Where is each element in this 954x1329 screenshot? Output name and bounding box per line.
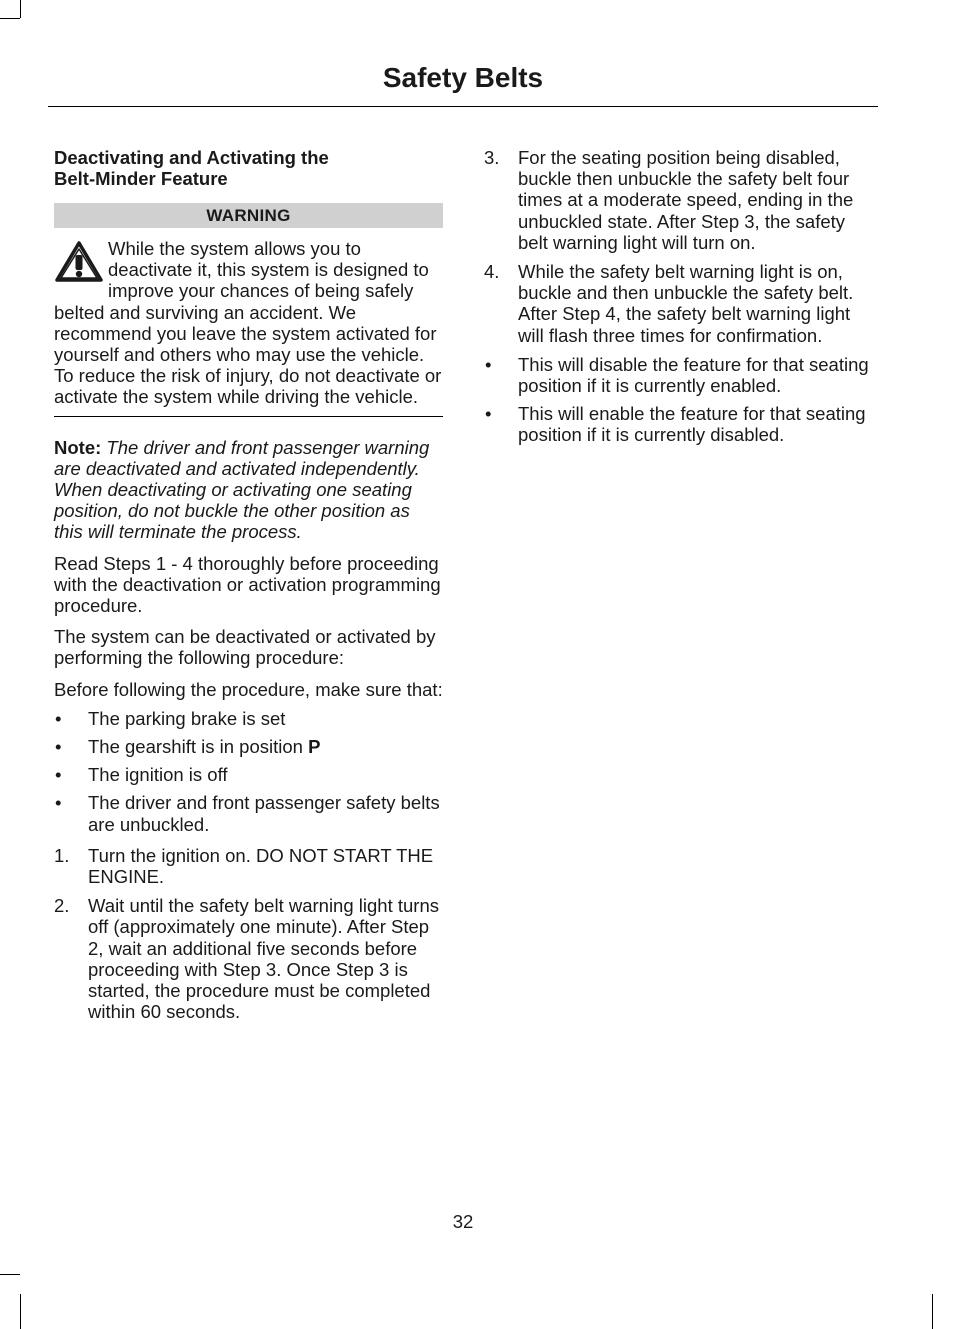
step-item: 2. Wait until the safety belt warning light turns off (approximately one minute). After Step 2, wait an additional five seconds before proceeding with Step 3. Once Step 3 is started, the procedure must be completed within 60 seconds. xyxy=(54,895,439,1023)
warning-text: While the system allows you to deactivate it, this system is designed to improve your chances of being safely belted and surviving an accident. We recommend you leave the system activated for yourself and others who may use the vehicle. To reduce the risk of injury, do not deactivate or activate the system while driving the vehicle. xyxy=(54,238,442,408)
list-item: • This will disable the feature for that seating position if it is currently enabled. xyxy=(485,353,869,397)
list-item: • The ignition is off xyxy=(55,764,228,786)
step-item: 4. While the safety belt warning light is on, buckle and then unbuckle the safety belt. After Step 4, the safety belt warning light will flash three times for confirmation. xyxy=(484,261,854,346)
paragraph-make-sure: Before following the procedure, make sure that: xyxy=(54,678,443,700)
warning-divider xyxy=(54,416,443,417)
step-item: 1. Turn the ignition on. DO NOT START THE ENGINE. xyxy=(54,844,434,888)
crop-mark xyxy=(20,1294,21,1329)
page-number: 32 xyxy=(452,1211,474,1232)
precondition-list xyxy=(54,708,443,835)
crop-mark xyxy=(932,1294,933,1329)
step-item: 3. For the seating position being disabled, buckle then unbuckle the safety belt four times at a moderate speed, ending in the unbuckled state. After Step 3, the safety belt warning light will turn on. xyxy=(484,147,854,253)
right-column xyxy=(484,147,876,453)
note-label: Note: xyxy=(54,436,102,458)
page-title: Safety Belts xyxy=(382,62,544,93)
warning-triangle-icon xyxy=(54,240,104,284)
gear-position-label: P xyxy=(308,736,321,758)
outcome-list xyxy=(484,354,876,446)
left-column xyxy=(54,147,443,1031)
list-item: • The parking brake is set xyxy=(55,707,286,729)
header-divider xyxy=(48,106,878,107)
note-text: The driver and front passenger warning are deactivated and activated independently. When deactivating or activating one seating position, do not buckle the other position as this will terminate the process. xyxy=(54,436,430,543)
step-list xyxy=(484,147,876,346)
warning-label: WARNING xyxy=(54,203,443,228)
list-item: • The driver and front passenger safety belts are unbuckled. xyxy=(55,792,440,835)
crop-mark xyxy=(20,0,21,18)
warning-box xyxy=(54,238,443,408)
list-item: • The gearshift is in position P xyxy=(55,736,321,758)
paragraph-procedure: The system can be deactivated or activated by performing the following procedure: xyxy=(54,626,436,669)
paragraph-read-steps: Read Steps 1 - 4 thoroughly before proceeding with the deactivation or activation programming procedure. xyxy=(54,552,441,617)
crop-mark xyxy=(0,1274,20,1275)
crop-mark xyxy=(0,18,20,19)
section-heading: Deactivating and Activating the Belt-Minder Feature xyxy=(54,147,329,189)
list-item: • This will enable the feature for that seating position if it is currently disabled. xyxy=(485,403,866,446)
step-list xyxy=(54,845,443,1023)
note xyxy=(54,437,443,543)
